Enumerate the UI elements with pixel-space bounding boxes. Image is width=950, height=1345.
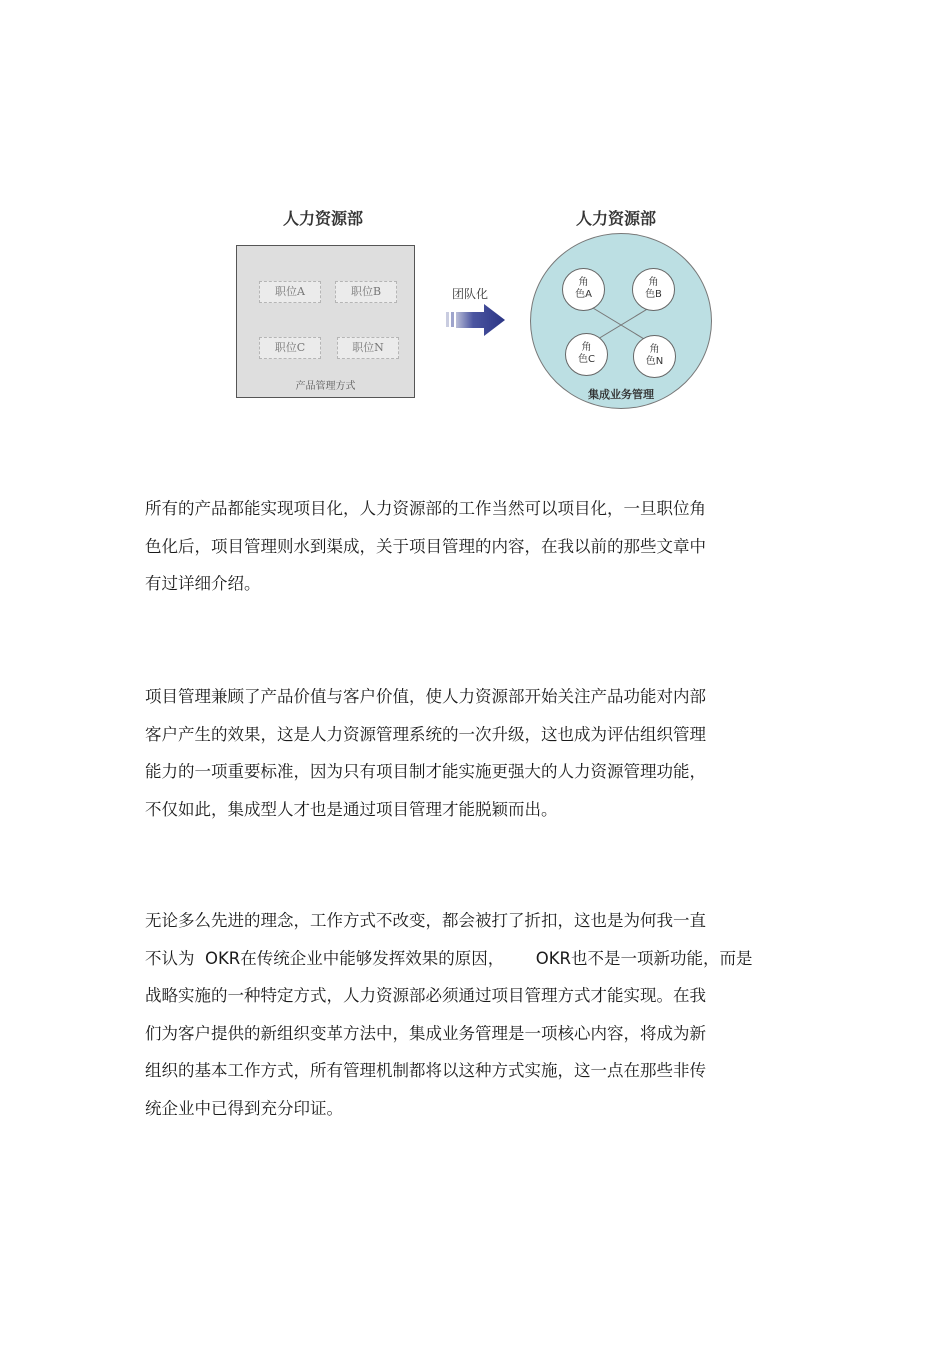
paragraph-1 [145,490,706,603]
role-circle-c [565,333,608,376]
paragraph-line: 们为客户提供的新组织变革方法中，集成业务管理是一项核心内容，将成为新 [145,1023,706,1043]
right-arrow-icon [446,303,508,337]
paragraph-line: 组织的基本工作方式，所有管理机制都将以这种方式实施，这一点在那些非传 [145,1061,706,1080]
paragraph-line: 所有的产品都能实现项目化，人力资源部的工作当然可以项目化，一旦职位角 [145,499,706,518]
paragraph-line: 色化后，项目管理则水到渠成，关于项目管理的内容，在我以前的那些文章中 [145,536,706,556]
arrow-label: 团队化 [452,287,489,301]
role-c-top: 角 [581,342,592,353]
role-c-bottom: 色C [578,354,595,365]
paragraph-line: 无论多么先进的理念，工作方式不改变，都会被打了折扣，这也是为何我一直 [145,911,706,930]
hr-transformation-diagram [0,0,950,430]
position-box-n: 职位N [337,337,399,359]
position-box-b: 职位B [335,281,397,303]
paragraph-line: 客户产生的效果，这是人力资源管理系统的一次升级，这也成为评估组织管理 [145,724,706,744]
product-management-caption: 产品管理方式 [295,381,356,392]
paragraph-line: 有过详细介绍。 [145,574,261,593]
paragraph-line: 能力的一项重要标准，因为只有项目制才能实施更强大的人力资源管理功能， [145,762,706,781]
role-circle-n [633,335,676,378]
paragraph-line: 统企业中已得到充分印证。 [145,1098,343,1118]
role-circle-b [632,268,675,311]
position-box-c: 职位C [259,337,321,359]
role-n-bottom: 色N [645,356,664,367]
right-diagram-title: 人力资源部 [576,209,657,228]
integrated-business-caption: 集成业务管理 [588,388,654,401]
role-b-bottom: 色B [645,289,662,300]
position-box-a: 职位A [259,281,321,303]
paragraph-line: 战略实施的一种特定方式，人力资源部必须通过项目管理方式才能实现。在我 [145,986,706,1005]
role-n-top: 角 [649,344,660,355]
left-diagram-title: 人力资源部 [283,209,364,228]
paragraph-line: 不仅如此，集成型人才也是通过项目管理才能脱颖而出。 [145,799,558,819]
paragraph-line: 项目管理兼顾了产品价值与客户价值，使人力资源部开始关注产品功能对内部 [145,687,706,706]
role-circle-a [562,268,605,311]
paragraph-2 [145,678,706,828]
role-connector-lines [530,233,712,409]
paragraph-3 [145,902,753,1127]
role-a-bottom: 色A [575,289,592,300]
paragraph-line: 不认为 OKR在传统企业中能够发挥效果的原因， OKR也不是一项新功能，而是 [145,948,753,968]
product-management-box [236,245,415,398]
role-b-top: 角 [648,277,659,288]
role-a-top: 角 [578,277,589,288]
